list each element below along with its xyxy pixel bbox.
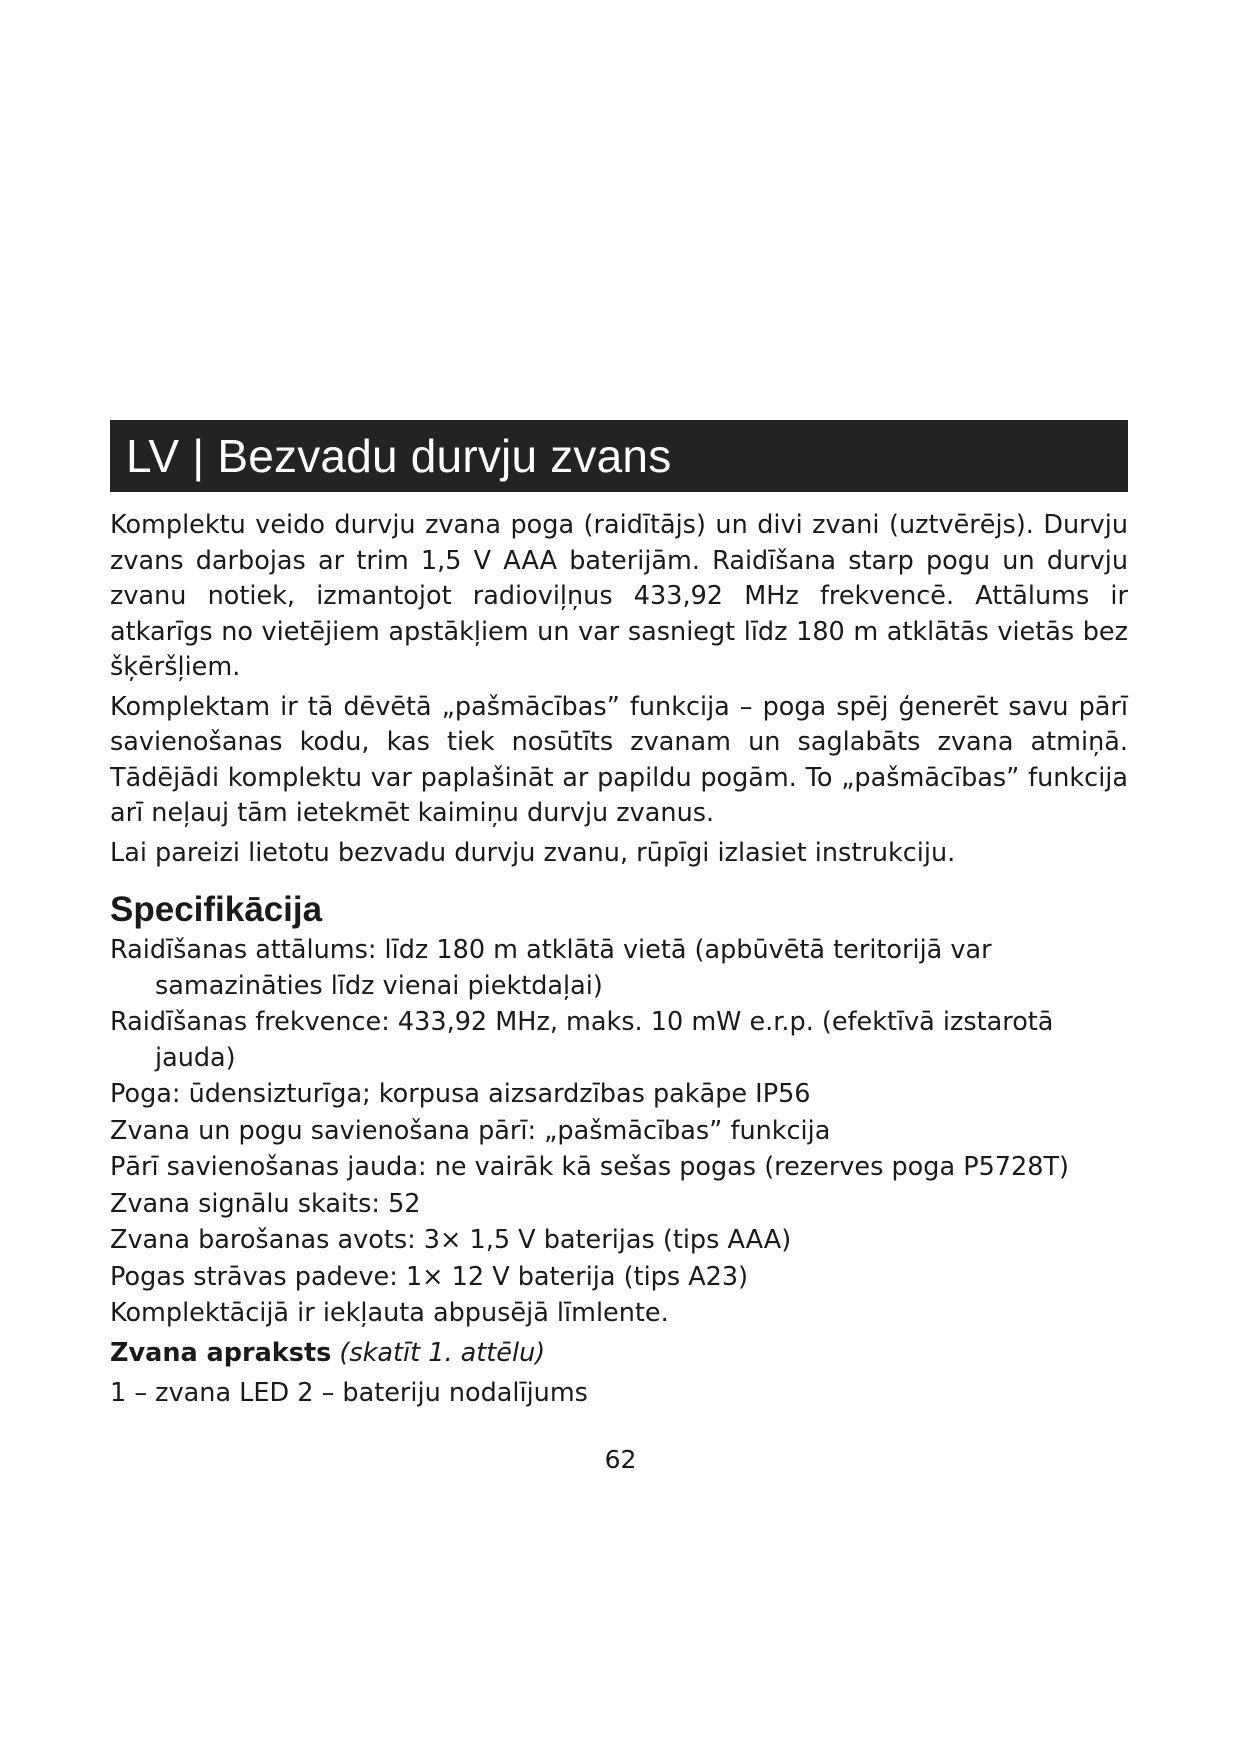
- spec-item: Zvana barošanas avots: 3× 1,5 V baterijas (tips AAA): [110, 1225, 792, 1255]
- specification-heading: Specifikācija: [110, 890, 323, 929]
- spec-item: Raidīšanas frekvence: 433,92 MHz, maks. 10 mW e.r.p. (efektīvā izstarotā jauda): [110, 1007, 1054, 1073]
- description-heading: [110, 1334, 1128, 1372]
- parts-list: 1 – zvana LED 2 – bateriju nodalījums: [110, 1377, 588, 1408]
- description-heading-text: Zvana apraksts: [110, 1337, 332, 1368]
- intro-paragraph: Komplektam ir tā dēvētā „pašmācības” funkcija – poga spēj ģenerēt savu pārī savienošanas kodu, kas tiek nosūtīts zvanam un saglabāts zvana atmiņā. Tādējādi komplektu var paplašināt ar papildu pogām. To „pašmācības” funkcija arī neļauj tām ietekmēt kaimiņu durvju zvanus.: [110, 691, 1128, 828]
- spec-item: Zvana un pogu savienošana pārī: „pašmācības” funkcija: [110, 1115, 831, 1146]
- intro-paragraph: Komplektu veido durvju zvana poga (raidītājs) un divi zvani (uztvērējs). Durvju zvans darbojas ar trim 1,5 V AAA baterijām. Raidīšana starp pogu un durvju zvanu notiek, izmantojot radioviļņus 433,92 MHz frekvencē. Attālums ir atkarīgs no vietējiem apstākļiem un var sasniegt līdz 180 m atklātās vietās bez šķēršļiem.: [110, 510, 1128, 682]
- spec-item: Raidīšanas attālums: līdz 180 m atklātā vietā (apbūvētā teritorijā var samazināties līdz vienai piektdaļai): [110, 935, 992, 1001]
- spec-item: Pārī savienošanas jauda: ne vairāk kā sešas pogas (rezerves poga P5728T): [110, 1152, 1069, 1182]
- spec-item: Poga: ūdensizturīga; korpusa aizsardzības pakāpe IP56: [110, 1079, 811, 1109]
- specification-list: [110, 933, 1128, 1332]
- spec-item: Komplektācijā ir iekļauta abpusējā līmlente.: [110, 1298, 669, 1328]
- page-number: 62: [604, 1445, 637, 1474]
- title-bar: [110, 420, 1128, 492]
- intro-paragraph: Lai pareizi lietotu bezvadu durvju zvanu, rūpīgi izlasiet instrukciju.: [110, 837, 956, 868]
- spec-item: Zvana signālu skaits: 52: [110, 1188, 421, 1219]
- page-title: LV | Bezvadu durvju zvans: [126, 430, 672, 482]
- spec-item: Pogas strāvas padeve: 1× 12 V baterija (tips A23): [110, 1261, 749, 1292]
- intro-section: [110, 508, 1128, 871]
- manual-page: [110, 420, 1128, 1412]
- description-reference: (skatīt 1. attēlu): [339, 1337, 546, 1368]
